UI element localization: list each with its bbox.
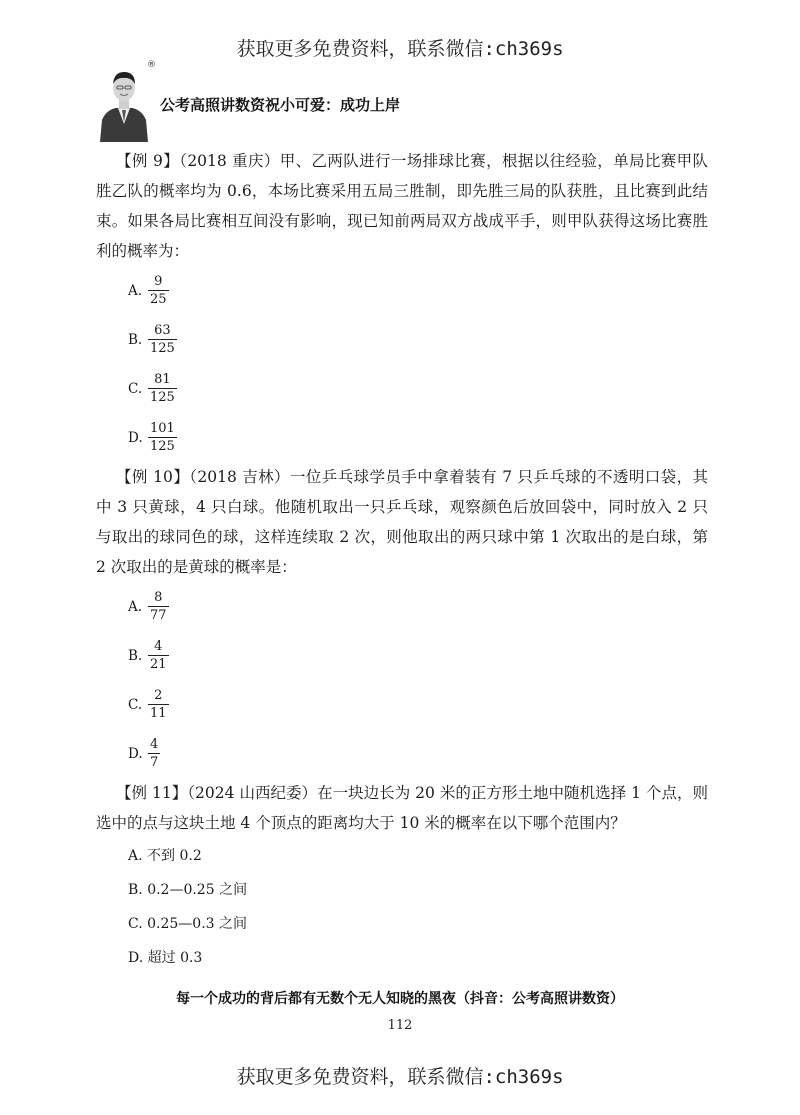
option-b: B. 0.2—0.25 之间 [128,882,248,898]
header [96,62,716,144]
watermark-bottom: 获取更多免费资料，联系微信:ch369s [236,1066,564,1088]
fraction: $\frac{63}{125}$ [150,323,175,356]
footer-slogan: 每一个成功的背后都有无数个无人知晓的黑夜（抖音：公考高照讲数资） [176,991,624,1007]
option-c: C. $\frac{81}{125}$ [128,372,175,405]
question-text: （2018 吉林）一位乒乓球学员手中拿着装有 7 只乒乓球的不透明口袋，其中 3 只黄球，4 只白球。他随机取出一只乒乓球，观察颜色后放回袋中，同时放入 2 只与取出的球同色的球，这样连续取 2 次，则他取出的两只球中第 1 次取出的是白球，第 2 次取出的是黄球的概率是： [96,468,708,576]
option-c: C. 0.25—0.3 之间 [128,916,247,932]
option-c: C. $\frac{2}{11}$ [128,688,167,721]
option-a: A. $\frac{8}{77}$ [128,590,167,623]
author-photo [96,62,152,142]
page-number: 112 [387,1018,413,1033]
fraction: $\frac{8}{77}$ [150,590,167,623]
watermark-top: 获取更多免费资料，联系微信:ch369s [236,38,564,60]
fraction: $\frac{9}{25}$ [150,274,167,307]
question-text: （2024 山西纪委）在一块边长为 20 米的正方形土地中随机选择 1 个点，则选中的点与这块土地 4 个顶点的距离均大于 10 米的概率在以下哪个范围内？ [96,784,708,832]
question-tag: 【例 9】 [116,152,180,170]
question-11 [96,778,708,838]
options-list [96,582,708,778]
fraction: $\frac{81}{125}$ [150,372,175,405]
question-tag: 【例 11】 [116,784,188,802]
option-a: A. 不到 0.2 [128,848,202,864]
content [96,146,708,974]
options-list [96,838,708,974]
fraction: $\frac{2}{11}$ [150,688,167,721]
option-d: D. $\frac{101}{125}$ [128,421,175,454]
question-10 [96,462,708,582]
fraction: $\frac{4}{7}$ [150,737,159,770]
option-d: D. $\frac{4}{7}$ [128,737,159,770]
fraction: $\frac{101}{125}$ [150,421,175,454]
fraction: $\frac{4}{21}$ [150,639,167,672]
question-tag: 【例 10】 [116,468,190,486]
option-b: B. $\frac{4}{21}$ [128,639,167,672]
option-b: B. $\frac{63}{125}$ [128,323,175,356]
header-title: 公考高照讲数资祝小可爱：成功上岸 [160,96,401,114]
options-list [96,266,708,462]
option-a: A. $\frac{9}{25}$ [128,274,167,307]
registered-mark: ® [147,60,156,70]
question-text: （2018 重庆）甲、乙两队进行一场排球比赛，根据以往经验，单局比赛甲队胜乙队的概率均为 0.6，本场比赛采用五局三胜制，即先胜三局的队获胜，且比赛到此结束。如果各局比赛相互间没有影响，现已知前两局双方战成平手，则甲队获得这场比赛胜利的概率为： [96,152,708,260]
question-9 [96,146,708,266]
option-d: D. 超过 0.3 [128,950,203,966]
